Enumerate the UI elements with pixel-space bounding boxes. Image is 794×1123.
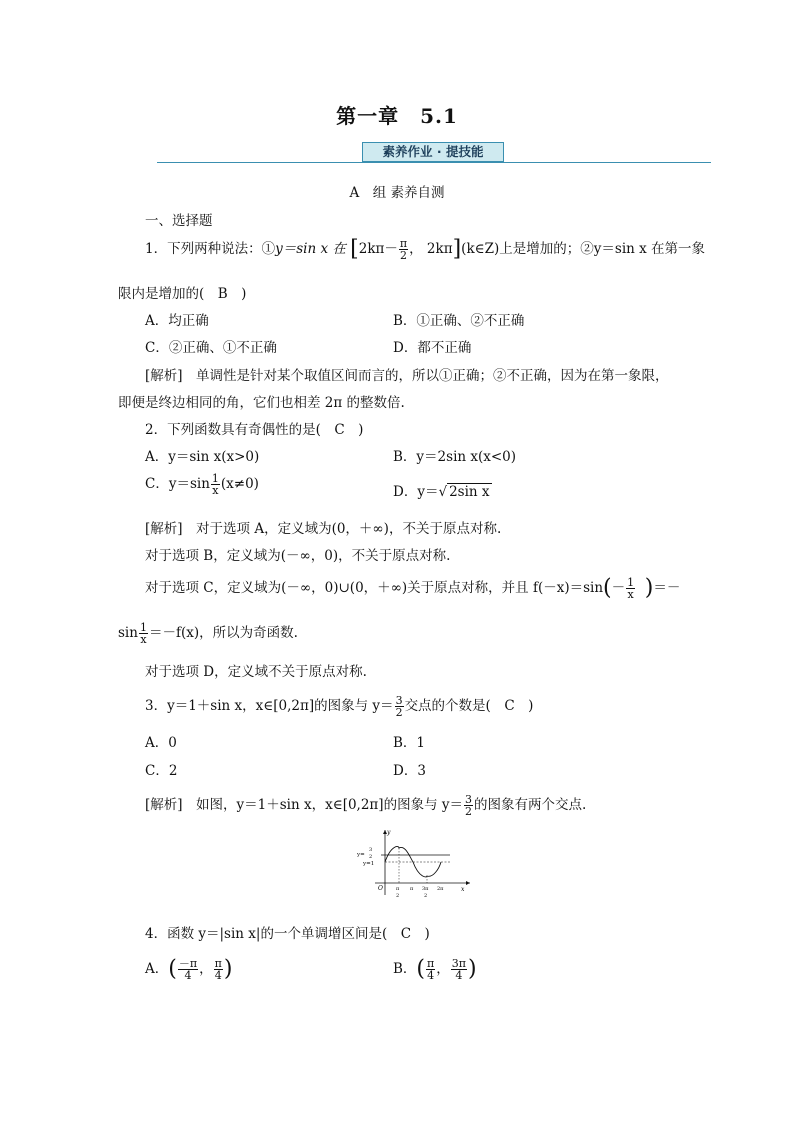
tick-pi: π: [410, 886, 414, 892]
q2-explanation-d: 对于选项 D，定义域不关于原点对称.: [145, 664, 367, 680]
q1-option-c: C．②正确、①不正确: [145, 340, 277, 356]
q2-explanation-c1: 对于选项 C，定义域为(－∞，0)∪(0，＋∞)关于原点对称，并且 f(－x)＝sin(－ $\frac{1}{x}$ )＝－: [145, 575, 681, 601]
x-axis-label: x: [461, 886, 465, 893]
q2-option-a: A．y＝sin x(x>0): [145, 449, 260, 465]
q2-explanation-c2: sin $\frac{1}{x}$ ＝－f(x)，所以为奇函数.: [118, 621, 298, 646]
q3-stem: 3．y＝1＋sin x，x∈[0,2π]的图象与 y＝ $\frac{3}{2}$ 交点的个数是( C ): [145, 694, 534, 719]
q3-explanation: [解析] 如图，y＝1＋sin x，x∈[0,2π]的图象与 y＝ $\frac{3}{2}$ 的图象有两个交点.: [145, 793, 587, 818]
tick-2pi: 2π: [437, 886, 444, 892]
y-axis-label: y: [387, 829, 391, 836]
tick-3pi-over-2-num: 3π: [422, 886, 429, 892]
sine-graph-figure: [355, 825, 475, 900]
q3-option-b: B．1: [393, 735, 426, 751]
section-banner: 素养作业 · 提技能: [362, 142, 504, 162]
y-one-label: y=1: [363, 861, 375, 867]
q2-explanation-b: 对于选项 B，定义域为(－∞，0)，不关于原点对称.: [145, 548, 451, 564]
x-axis-arrow: [466, 881, 470, 885]
y-three-halves-den: 2: [369, 854, 373, 860]
q1-option-b: B．①正确、②不正确: [393, 313, 525, 329]
q3-option-d: D．3: [393, 763, 426, 779]
q1-option-a: A．均正确: [145, 313, 209, 329]
sine-curve: [385, 846, 441, 876]
chapter-title: 第一章 5.1: [336, 104, 458, 128]
q1-stem-line1: 1．下列两种说法：①y＝sin x 在 [2kπ－ $\frac{\pi}{2}$ ， 2kπ](k∈Z)上是增加的；②y＝sin x 在第一象: [145, 236, 706, 262]
q3-option-c: C．2: [145, 763, 178, 779]
y-three-halves-label: y=: [357, 852, 365, 858]
group-heading: A 组 素养自测: [349, 185, 445, 201]
section-heading: 一、选择题: [145, 213, 213, 229]
q1-option-d: D．都不正确: [393, 340, 472, 356]
origin-label: O: [378, 885, 383, 892]
q4-option-b: B．( $\frac{\pi}{4}$ ， $\frac{3\pi}{4}$ ): [393, 956, 477, 982]
q2-stem: 2．下列函数具有奇偶性的是( C ): [145, 422, 364, 438]
q2-option-d: D．y＝√ 2sin x: [393, 484, 490, 500]
q1-explanation-2: 即便是终边相同的角，它们也相差 2π 的整数倍.: [118, 395, 405, 411]
tick-pi-over-2-den: 2: [396, 893, 400, 899]
header-divider: [157, 162, 711, 163]
q2-option-b: B．y＝2sin x(x<0): [393, 449, 517, 465]
q4-option-a: A．( $\frac{-\pi}{4}$ ， $\frac{\pi}{4}$ ): [145, 956, 233, 982]
q1-stem-line2: 限内是增加的( B ): [118, 286, 247, 302]
tick-pi-over-2-num: π: [396, 886, 400, 892]
q2-option-c: C．y＝sin $\frac{1}{x}$ (x≠0): [145, 472, 259, 497]
q4-stem: 4．函数 y＝|sin x|的一个单调增区间是( C ): [145, 926, 430, 942]
q2-explanation-a: [解析] 对于选项 A，定义域为(0，＋∞)，不关于原点对称.: [145, 521, 502, 537]
y-three-halves-num: 3: [369, 847, 373, 853]
tick-3pi-over-2-den: 2: [424, 893, 428, 899]
q3-option-a: A．0: [145, 735, 177, 751]
q1-explanation-1: [解析] 单调性是针对某个取值区间而言的，所以①正确；②不正确，因为在第一象限，: [145, 368, 669, 384]
